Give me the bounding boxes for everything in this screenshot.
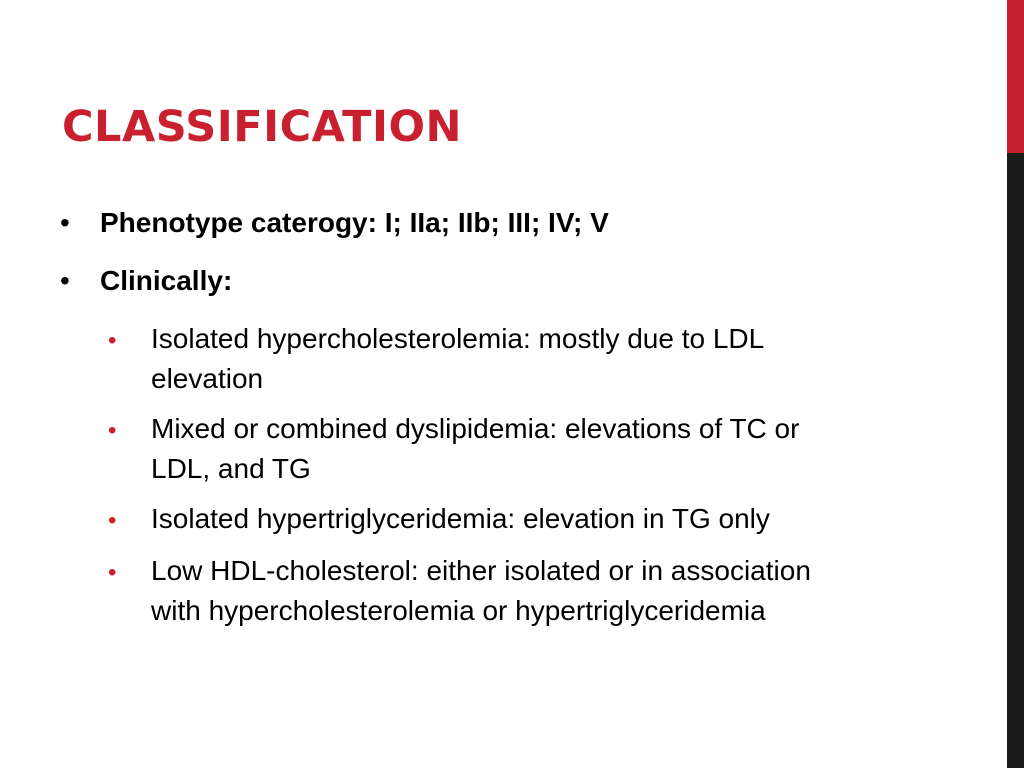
accent-bar-red — [1007, 0, 1024, 153]
sub-bullet-text: Mixed or combined dyslipidemia: elevations of TC or LDL, and TG — [151, 413, 800, 484]
sub-bullet-dot: • — [108, 327, 117, 354]
sub-bullet-low-hdl — [108, 551, 860, 631]
sub-bullet-text: Isolated hypertriglyceridemia: elevation in TG only — [151, 503, 770, 534]
bullet-text: Phenotype caterogy: I; IIa; IIb; III; IV; V — [100, 207, 609, 238]
sub-bullet-mixed-dyslipidemia — [108, 409, 860, 489]
sub-bullet-list — [60, 319, 860, 631]
slide-title: CLASSIFICATION — [62, 102, 462, 152]
bullet-text: Clinically: — [100, 265, 233, 296]
sub-bullet-text: Isolated hypercholesterolemia: mostly due to LDL elevation — [151, 323, 764, 394]
slide-content — [60, 203, 860, 641]
sub-bullet-dot: • — [108, 559, 117, 586]
sub-bullet-isolated-hypercholesterolemia — [108, 319, 860, 399]
bullet-dot: • — [60, 265, 70, 296]
bullet-phenotype — [60, 203, 860, 243]
bullet-clinically — [60, 261, 860, 301]
accent-bar-dark — [1007, 153, 1024, 768]
sub-bullet-dot: • — [108, 417, 117, 444]
sub-bullet-dot: • — [108, 507, 117, 534]
sub-bullet-isolated-hypertriglyceridemia — [108, 499, 860, 541]
bullet-dot: • — [60, 207, 70, 238]
sub-bullet-text: Low HDL-cholesterol: either isolated or in association with hypercholesterolemia or hypertriglyceridemia — [151, 555, 811, 626]
